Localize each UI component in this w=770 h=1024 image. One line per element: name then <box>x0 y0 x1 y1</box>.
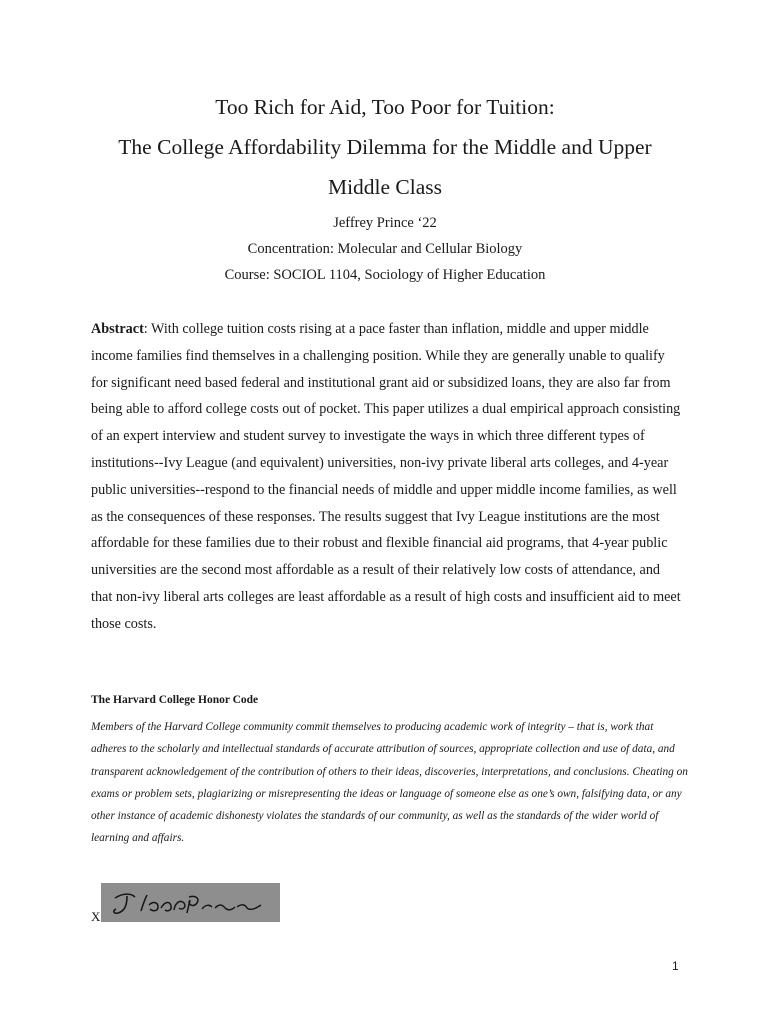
honor-code-heading: The Harvard College Honor Code <box>91 694 259 706</box>
title-line-3: Middle Class <box>327 175 443 199</box>
title-line-2: The College Affordability Dilemma for the Middle and Upper <box>118 135 652 159</box>
signature-image <box>101 883 280 922</box>
author: Jeffrey Prince ‘22 <box>333 215 437 231</box>
signature-marker: X <box>91 909 101 924</box>
handwritten-signature <box>101 883 280 922</box>
abstract-text: : With college tuition costs rising at a pace faster than inflation, middle and upper middle income families find themselves in a challenging position. While they are generally unable to qualify for significant need based federal and institutional grant aid or subsidized loans, they are also far from being able to afford college costs out of pocket. This paper utilizes a dual empirical approach consisting of an expert interview and student survey to investigate the ways in which three different types of institutions--Ivy League (and equivalent) universities, non-ivy private liberal arts colleges, and 4-year public universities--respond to the financial needs of middle and upper middle income families, as well as the consequences of these responses. The results suggest that Ivy League institutions are the most affordable for these families due to their robust and flexible financial aid programs, that 4-year public universities are the second most affordable as a result of their relatively low costs of attendance, and that non-ivy liberal arts colleges are least affordable as a result of high costs and insufficient aid to meet those costs. <box>91 321 681 632</box>
page-number: 1 <box>672 959 679 973</box>
course: Course: SOCIOL 1104, Sociology of Higher Education <box>224 267 546 283</box>
abstract-label: Abstract <box>91 321 144 337</box>
concentration: Concentration: Molecular and Cellular Biology <box>247 241 523 257</box>
honor-code-text: Members of the Harvard College community commit themselves to producing academic work of integrity – that is, work that adheres to the scholarly and intellectual standards of accurate attribution of sources, appropriate collection and use of data, and transparent acknowledgement of the contribution of others to their ideas, discoveries, interpretations, and conclusions. Cheating on exams or problem sets, plagiarizing or misrepresenting the ideas or language of someone else as one’s own, falsifying data, or any other instance of academic dishonesty violates the standards of our community, as well as the standards of the wider world of learning and affairs. <box>91 721 688 845</box>
abstract-paragraph <box>91 316 681 638</box>
title-line-1: Too Rich for Aid, Too Poor for Tuition: <box>215 95 555 119</box>
